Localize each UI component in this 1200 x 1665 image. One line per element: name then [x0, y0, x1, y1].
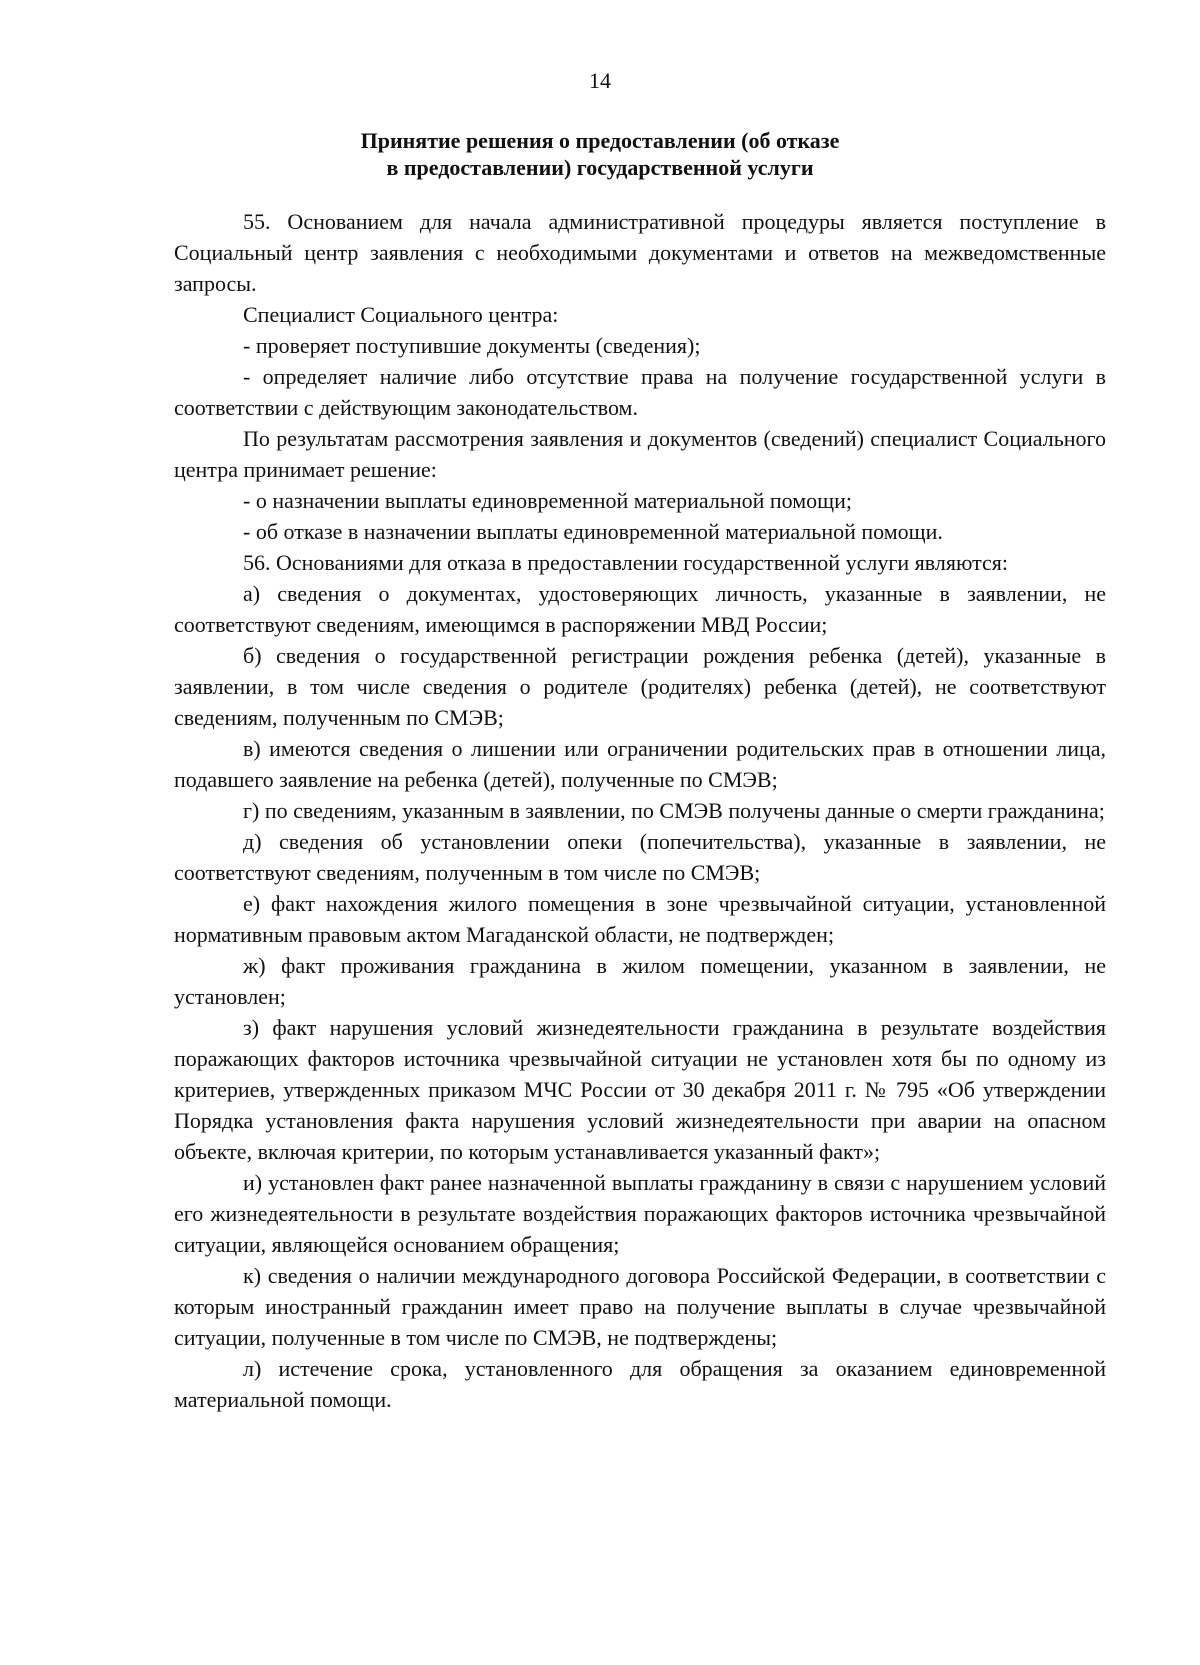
document-body — [174, 206, 1106, 1415]
list-item-checks-documents: - проверяет поступившие документы (сведения); — [243, 333, 701, 358]
page-number: 14 — [589, 68, 611, 93]
list-item-i: и) установлен факт ранее назначенной выплаты гражданину в связи с нарушением условий его жизнедеятельности в результате воздействия поражающих факторов источника чрезвычайной ситуации, являющейся основанием обращения; — [174, 1170, 1106, 1257]
paragraph-decision-intro: По результатам рассмотрения заявления и документов (сведений) специалист Социального центра принимает решение: — [174, 426, 1106, 482]
section-heading — [250, 127, 950, 181]
list-item-decision-grant: - о назначении выплаты единовременной материальной помощи; — [243, 488, 852, 513]
list-item-k: к) сведения о наличии международного договора Российской Федерации, в соответствии с которым иностранный гражданин имеет право на получение выплаты в случае чрезвычайной ситуации, полученные в том числе по СМЭВ, не подтверждены; — [174, 1263, 1106, 1350]
list-item-a: а) сведения о документах, удостоверяющих личность, указанные в заявлении, не соответствуют сведениям, имеющимся в распоряжении МВД России; — [174, 581, 1106, 637]
list-item-b: б) сведения о государственной регистрации рождения ребенка (детей), указанные в заявлении, в том числе сведения о родителе (родителях) ребенка (детей), не соответствуют сведениям, полученным по СМЭВ; — [174, 643, 1106, 730]
list-item-determines-right: - определяет наличие либо отсутствие права на получение государственной услуги в соответствии с действующим законодательством. — [174, 364, 1106, 420]
list-item-d: д) сведения об установлении опеки (попечительства), указанные в заявлении, не соответствуют сведениям, полученным в том числе по СМЭВ; — [174, 829, 1106, 885]
list-item-e: е) факт нахождения жилого помещения в зоне чрезвычайной ситуации, установленной нормативным правовым актом Магаданской области, не подтвержден; — [174, 891, 1106, 947]
section-heading-line-2: в предоставлении) государственной услуги — [386, 155, 814, 180]
list-item-g: г) по сведениям, указанным в заявлении, по СМЭВ получены данные о смерти гражданина; — [243, 798, 1105, 823]
list-item-v: в) имеются сведения о лишении или ограничении родительских прав в отношении лица, подавшего заявление на ребенка (детей), полученные по СМЭВ; — [174, 736, 1106, 792]
paragraph-56: 56. Основаниями для отказа в предоставлении государственной услуги являются: — [243, 550, 1008, 575]
list-item-l: л) истечение срока, установленного для обращения за оказанием единовременной материальной помощи. — [174, 1356, 1106, 1412]
section-heading-line-1: Принятие решения о предоставлении (об отказе — [360, 128, 840, 153]
paragraph-specialist-intro: Специалист Социального центра: — [243, 302, 559, 327]
list-item-decision-refuse: - об отказе в назначении выплаты единовременной материальной помощи. — [243, 519, 943, 544]
paragraph-55: 55. Основанием для начала административной процедуры является поступление в Социальный центр заявления с необходимыми документами и ответов на межведомственные запросы. — [174, 209, 1106, 296]
list-item-zh: ж) факт проживания гражданина в жилом помещении, указанном в заявлении, не установлен; — [174, 953, 1106, 1009]
list-item-z: з) факт нарушения условий жизнедеятельности гражданина в результате воздействия поражающих факторов источника чрезвычайной ситуации не установлен хотя бы по одному из критериев, утвержденных приказом МЧС России от 30 декабря 2011 г. № 795 «Об утверждении Порядка установления факта нарушения условий жизнедеятельности при аварии на опасном объекте, включая критерии, по которым устанавливается указанный факт»; — [174, 1015, 1106, 1164]
